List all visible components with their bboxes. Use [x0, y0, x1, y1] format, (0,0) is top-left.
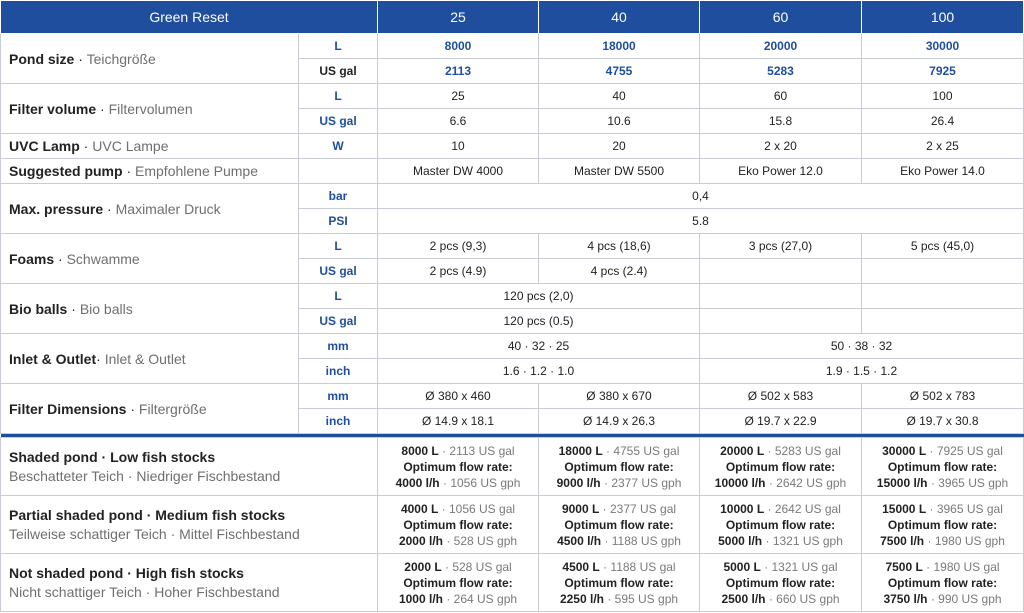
flow-us: · 3965 US gph [930, 475, 1009, 490]
unit: US gal [299, 59, 378, 84]
flow: 2250 l/h [559, 591, 604, 606]
value-cell: 3 pcs (27,0) [700, 234, 862, 259]
header-row [1, 1, 1024, 34]
empty-cell [700, 284, 862, 309]
rate-label: Optimum flow rate: [725, 575, 836, 590]
value-cell [700, 259, 862, 284]
label-en: Pond size [9, 50, 75, 67]
value-cell: 5.8 [378, 209, 1024, 234]
spec-label: UVC Lamp · UVC Lampe [1, 134, 299, 159]
rate-label: Optimum flow rate: [564, 575, 674, 590]
volume: 4500 L [562, 559, 600, 574]
value-cell: 60 [700, 84, 862, 109]
flow-us: · 2642 US gph [768, 475, 847, 490]
flow-us: · 2377 US gph [603, 475, 682, 490]
rate-label: Optimum flow rate: [564, 459, 674, 474]
volume: 10000 L [720, 501, 765, 516]
value-cell: 20000 [700, 34, 862, 59]
rate-label: Optimum flow rate: [403, 575, 513, 590]
spec-label: Pond size · Teichgröße [1, 34, 299, 84]
volume: 2000 L [404, 559, 442, 574]
scenario-cell [539, 496, 700, 554]
unit: US gal [299, 259, 378, 284]
volume: 20000 L [720, 443, 765, 458]
unit: mm [299, 334, 378, 359]
value-cell: 4 pcs (2.4) [539, 259, 700, 284]
value-cell: Master DW 4000 [378, 159, 539, 184]
scenario-cell [378, 438, 539, 496]
flow: 15000 l/h [876, 475, 928, 490]
rate-label: Optimum flow rate: [403, 517, 513, 532]
flow: 3750 l/h [883, 591, 928, 606]
flow-us: · 660 US gph [768, 591, 840, 606]
label-de: Filtervolumen [108, 100, 193, 117]
value-cell: 10.6 [539, 109, 700, 134]
value-cell: Ø 19.7 x 22.9 [700, 409, 862, 434]
flow-us: · 528 US gph [446, 533, 518, 548]
volume: 9000 L [561, 501, 600, 516]
flow: 9000 l/h [556, 475, 601, 490]
spec-row-suggested-pump [1, 159, 1024, 184]
product-name: Green Reset [1, 1, 378, 34]
value-cell: Eko Power 12.0 [700, 159, 862, 184]
volume-us: · 2377 US gal [602, 501, 677, 516]
volume: 18000 L [558, 443, 603, 458]
label-de: Beschatteter Teich · Niedriger Fischbestand [9, 467, 281, 484]
volume: 4000 L [400, 501, 439, 516]
value-cell: 2 x 20 [700, 134, 862, 159]
value-cell: 18000 [539, 34, 700, 59]
value-cell: Ø 380 x 670 [539, 384, 700, 409]
value-cell: 2 pcs (4.9) [378, 259, 539, 284]
spec-row-bio-balls [1, 284, 1024, 309]
scenario-cell [539, 438, 700, 496]
spec-label: Filter Dimensions · Filtergröße [1, 384, 299, 434]
value-cell: 2113 [378, 59, 539, 84]
scenario-cell [700, 554, 862, 612]
flow: 4000 l/h [395, 475, 440, 490]
flow: 7500 l/h [880, 533, 925, 548]
flow-us: · 264 US gph [446, 591, 518, 606]
value-cell: 6.6 [378, 109, 539, 134]
unit: US gal [299, 109, 378, 134]
volume-us: · 2113 US gal [442, 443, 515, 458]
value-cell: 25 [378, 84, 539, 109]
rate-label: Optimum flow rate: [725, 459, 836, 474]
value-cell: Eko Power 14.0 [862, 159, 1024, 184]
spec-label: Max. pressure · Maximaler Druck [1, 184, 299, 234]
value-cell: Ø 14.9 x 18.1 [378, 409, 539, 434]
spec-label: Bio balls · Bio balls [1, 284, 299, 334]
flow-us: · 990 US gph [930, 591, 1002, 606]
unit: inch [299, 359, 378, 384]
value-cell [862, 259, 1024, 284]
scenario-row-not-shaded [1, 554, 1024, 612]
value-cell: Ø 380 x 460 [378, 384, 539, 409]
model-header: 60 [700, 1, 862, 34]
scenario-row-partial [1, 496, 1024, 554]
volume: 7500 L [885, 559, 923, 574]
volume-us: · 1980 US gal [926, 559, 1000, 574]
value-cell: 8000 [378, 34, 539, 59]
scenario-cell [539, 554, 700, 612]
model-header: 25 [378, 1, 539, 34]
value-cell: 50 · 38 · 32 [700, 334, 1024, 359]
rate-label: Optimum flow rate: [725, 517, 836, 532]
label-de: Filtergröße [138, 400, 207, 417]
rate-label: Optimum flow rate: [564, 517, 674, 532]
volume-us: · 4755 US gal [606, 443, 680, 458]
volume-us: · 1321 US gal [764, 559, 838, 574]
scenario-label [1, 438, 378, 496]
unit-empty [299, 159, 378, 184]
label-de: Empfohlene Pumpe [135, 163, 258, 179]
value-cell: Master DW 5500 [539, 159, 700, 184]
model-header: 40 [539, 1, 700, 34]
unit: L [299, 284, 378, 309]
label-en: Filter Dimensions [9, 400, 127, 417]
volume-us: · 1056 US gal [441, 501, 516, 516]
label-en: Not shaded pond · High fish stocks [9, 564, 244, 581]
spec-row-filter-dimensions [1, 384, 1024, 409]
empty-cell [862, 309, 1024, 334]
scenario-cell [378, 496, 539, 554]
empty-cell [862, 284, 1024, 309]
unit: US gal [299, 309, 378, 334]
model-header: 100 [862, 1, 1024, 34]
flow-us: · 1188 US gph [604, 533, 681, 548]
value-cell: 40 · 32 · 25 [378, 334, 700, 359]
spec-row-max-pressure [1, 184, 1024, 209]
spec-row-inlet-outlet [1, 334, 1024, 359]
volume: 8000 L [401, 443, 439, 458]
label-en: Inlet & Outlet [9, 350, 97, 367]
flow: 10000 l/h [714, 475, 766, 490]
flow: 2500 l/h [721, 591, 766, 606]
value-cell: 100 [862, 84, 1024, 109]
spec-row-pond-size [1, 34, 1024, 59]
spec-label: Suggested pump · Empfohlene Pumpe [1, 159, 299, 184]
flow: 5000 l/h [718, 533, 763, 548]
label-de: Maximaler Druck [115, 200, 221, 217]
volume-us: · 5283 US gal [767, 443, 841, 458]
rate-label: Optimum flow rate: [887, 575, 998, 590]
scenario-row-shaded [1, 438, 1024, 496]
label-en: Suggested pump [9, 163, 123, 179]
label-en: Foams [9, 250, 55, 267]
scenario-cell [862, 554, 1024, 612]
spec-label: Foams · Schwamme [1, 234, 299, 284]
scenario-cell [862, 496, 1024, 554]
value-cell: 1.9 · 1.5 · 1.2 [700, 359, 1024, 384]
value-cell: Ø 14.9 x 26.3 [539, 409, 700, 434]
flow: 4500 l/h [557, 533, 602, 548]
value-cell: 2 pcs (9,3) [378, 234, 539, 259]
flow-us: · 1980 US gph [927, 533, 1005, 548]
unit: PSI [299, 209, 378, 234]
value-cell: Ø 502 x 783 [862, 384, 1024, 409]
scenario-cell [378, 554, 539, 612]
unit: mm [299, 384, 378, 409]
label-de: Teilweise schattiger Teich · Mittel Fischbestand [9, 525, 300, 542]
scenario-label [1, 554, 378, 612]
flow: 2000 l/h [398, 533, 443, 548]
value-cell: 10 [378, 134, 539, 159]
value-cell: 120 pcs (0.5) [378, 309, 700, 334]
label-en: Partial shaded pond · Medium fish stocks [9, 506, 286, 523]
rate-label: Optimum flow rate: [887, 459, 998, 474]
value-cell: Ø 19.7 x 30.8 [862, 409, 1024, 434]
unit: W [299, 134, 378, 159]
volume-us: · 1188 US gal [603, 559, 676, 574]
scenario-cell [700, 438, 862, 496]
volume-us: · 7925 US gal [929, 443, 1003, 458]
value-cell: Ø 502 x 583 [700, 384, 862, 409]
spec-label: Filter volume · Filtervolumen [1, 84, 299, 134]
value-cell: 0,4 [378, 184, 1024, 209]
scenario-cell [700, 496, 862, 554]
label-en: Filter volume [9, 100, 97, 117]
unit: L [299, 84, 378, 109]
empty-cell [700, 309, 862, 334]
label-de: Teichgröße [86, 50, 156, 67]
value-cell: 7925 [862, 59, 1024, 84]
unit: L [299, 234, 378, 259]
scenario-label [1, 496, 378, 554]
value-cell: 4 pcs (18,6) [539, 234, 700, 259]
unit: bar [299, 184, 378, 209]
value-cell: 5283 [700, 59, 862, 84]
label-de: Schwamme [66, 250, 140, 267]
rate-label: Optimum flow rate: [403, 459, 513, 474]
flow: 1000 l/h [398, 591, 443, 606]
scenario-cell [862, 438, 1024, 496]
value-cell: 26.4 [862, 109, 1024, 134]
value-cell: 2 x 25 [862, 134, 1024, 159]
volume-us: · 3965 US gal [929, 501, 1003, 516]
label-en: Shaded pond · Low fish stocks [9, 448, 216, 465]
flow-us: · 1321 US gph [765, 533, 843, 548]
spec-row-filter-volume [1, 84, 1024, 109]
spec-row-foams [1, 234, 1024, 259]
label-en: UVC Lamp [9, 138, 80, 154]
unit: inch [299, 409, 378, 434]
label-en: Bio balls [9, 300, 68, 317]
spec-label: Inlet & Outlet· Inlet & Outlet [1, 334, 299, 384]
unit: L [299, 34, 378, 59]
value-cell: 1.6 · 1.2 · 1.0 [378, 359, 700, 384]
value-cell: 5 pcs (45,0) [862, 234, 1024, 259]
rate-label: Optimum flow rate: [887, 517, 998, 532]
label-de: Inlet & Outlet [104, 350, 186, 367]
spec-row-uvc-lamp [1, 134, 1024, 159]
value-cell: 120 pcs (2,0) [378, 284, 700, 309]
label-de: UVC Lampe [92, 138, 169, 154]
volume-us: · 2642 US gal [767, 501, 841, 516]
value-cell: 15.8 [700, 109, 862, 134]
value-cell: 20 [539, 134, 700, 159]
label-de: Nicht schattiger Teich · Hoher Fischbestand [9, 583, 280, 600]
label-en: Max. pressure [9, 200, 104, 217]
value-cell: 40 [539, 84, 700, 109]
volume: 30000 L [882, 443, 927, 458]
value-cell: 4755 [539, 59, 700, 84]
value-cell: 30000 [862, 34, 1024, 59]
volume-us: · 528 US gal [445, 559, 512, 574]
volume: 5000 L [723, 559, 761, 574]
label-de: Bio balls [79, 300, 133, 317]
flow-us: · 1056 US gph [442, 475, 521, 490]
flow-us: · 595 US gph [607, 591, 679, 606]
volume: 15000 L [882, 501, 927, 516]
